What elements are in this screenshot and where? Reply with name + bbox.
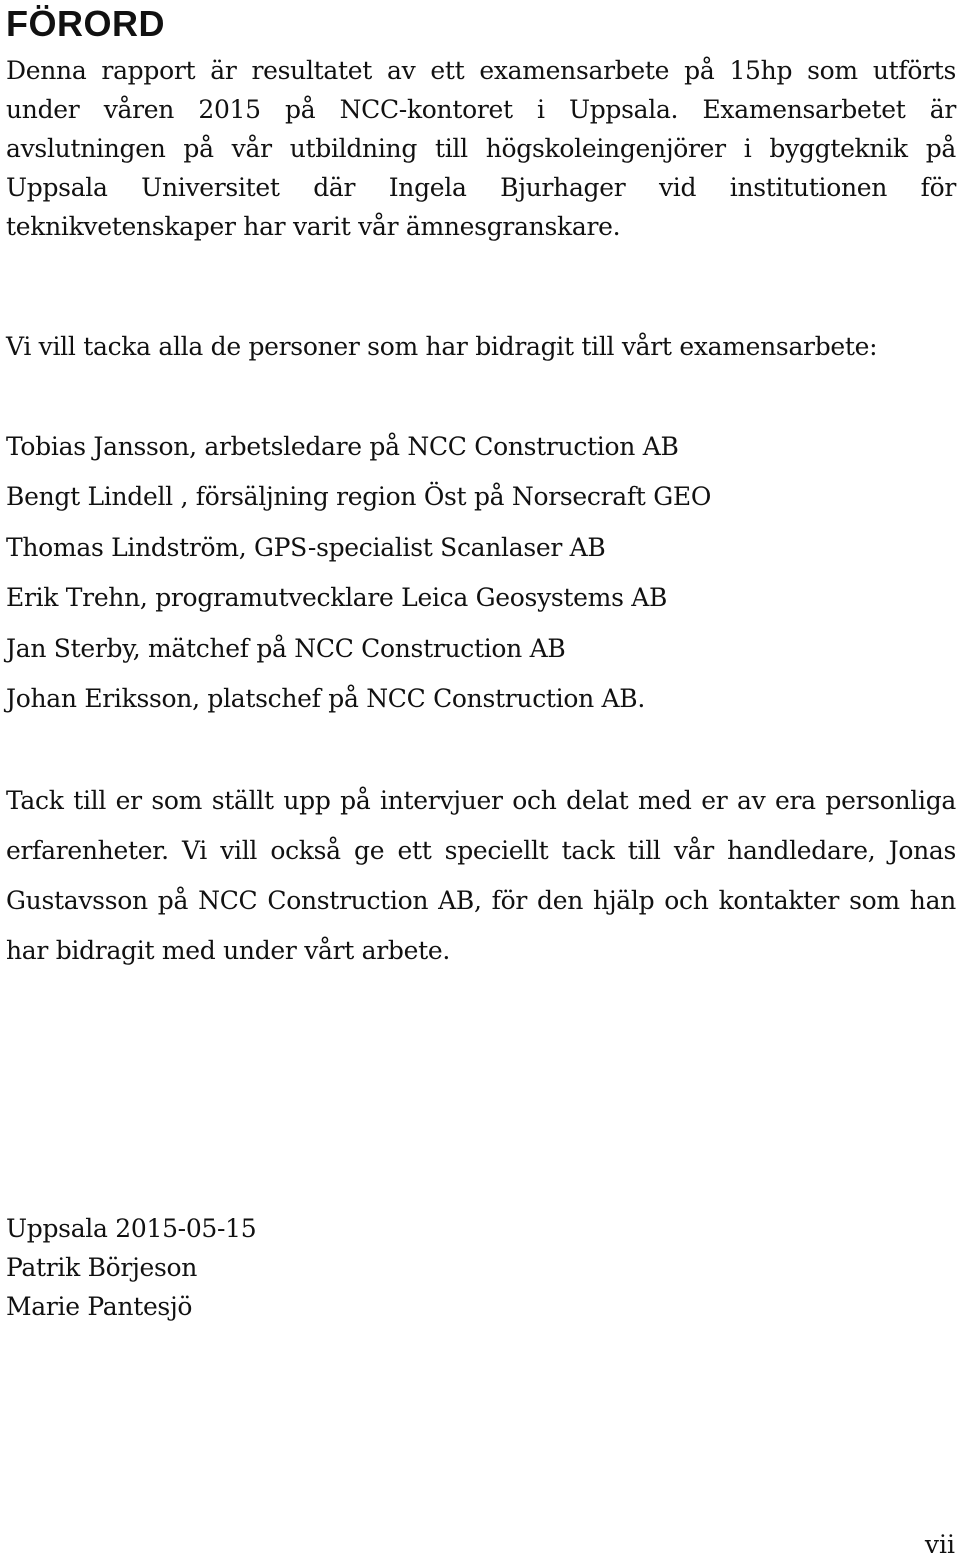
page-number: vii [924, 1530, 955, 1559]
intro-paragraph: Denna rapport är resultatet av ett examensarbete på 15hp som utförts under våren 2015 på NCC-kontoret i Uppsala. Examensarbetet är avslutningen på vår utbildning till högskoleingenjörer i byggteknik på Uppsala Universitet där Ingela Bjurhager vid institutionen för teknikvetenskaper har varit vår ämnesgranskare. [6, 56, 956, 241]
list-item: Jan Sterby, mätchef på NCC Construction AB [6, 633, 566, 663]
place-date: Uppsala 2015-05-15 [6, 1214, 257, 1243]
list-item: Thomas Lindström, GPS-specialist Scanlaser AB [6, 532, 606, 562]
author-name: Patrik Börjeson [6, 1253, 198, 1282]
page-title: FÖRORD [6, 3, 165, 44]
list-item: Johan Eriksson, platschef på NCC Construction AB. [6, 684, 646, 714]
thanks-intro-paragraph: Vi vill tacka alla de personer som har bidragit till vårt examensarbete: [6, 332, 878, 361]
list-item: Erik Trehn, programutvecklare Leica Geosystems AB [6, 583, 668, 613]
closing-paragraph: Tack till er som ställt upp på intervjuer och delat med er av era personliga erfarenheter. Vi vill också ge ett speciellt tack till vår handledare, Jonas Gustavsson på NCC Construction AB, för den hjälp och kontakter som han har bidragit med under vårt arbete. [6, 786, 956, 965]
acknowledged-people-list [6, 422, 711, 724]
signature-block [6, 1209, 256, 1326]
author-name: Marie Pantesjö [6, 1292, 193, 1321]
list-item: Tobias Jansson, arbetsledare på NCC Construction AB [6, 432, 679, 461]
list-item: Bengt Lindell , försäljning region Öst på Norsecraft GEO [6, 482, 712, 512]
